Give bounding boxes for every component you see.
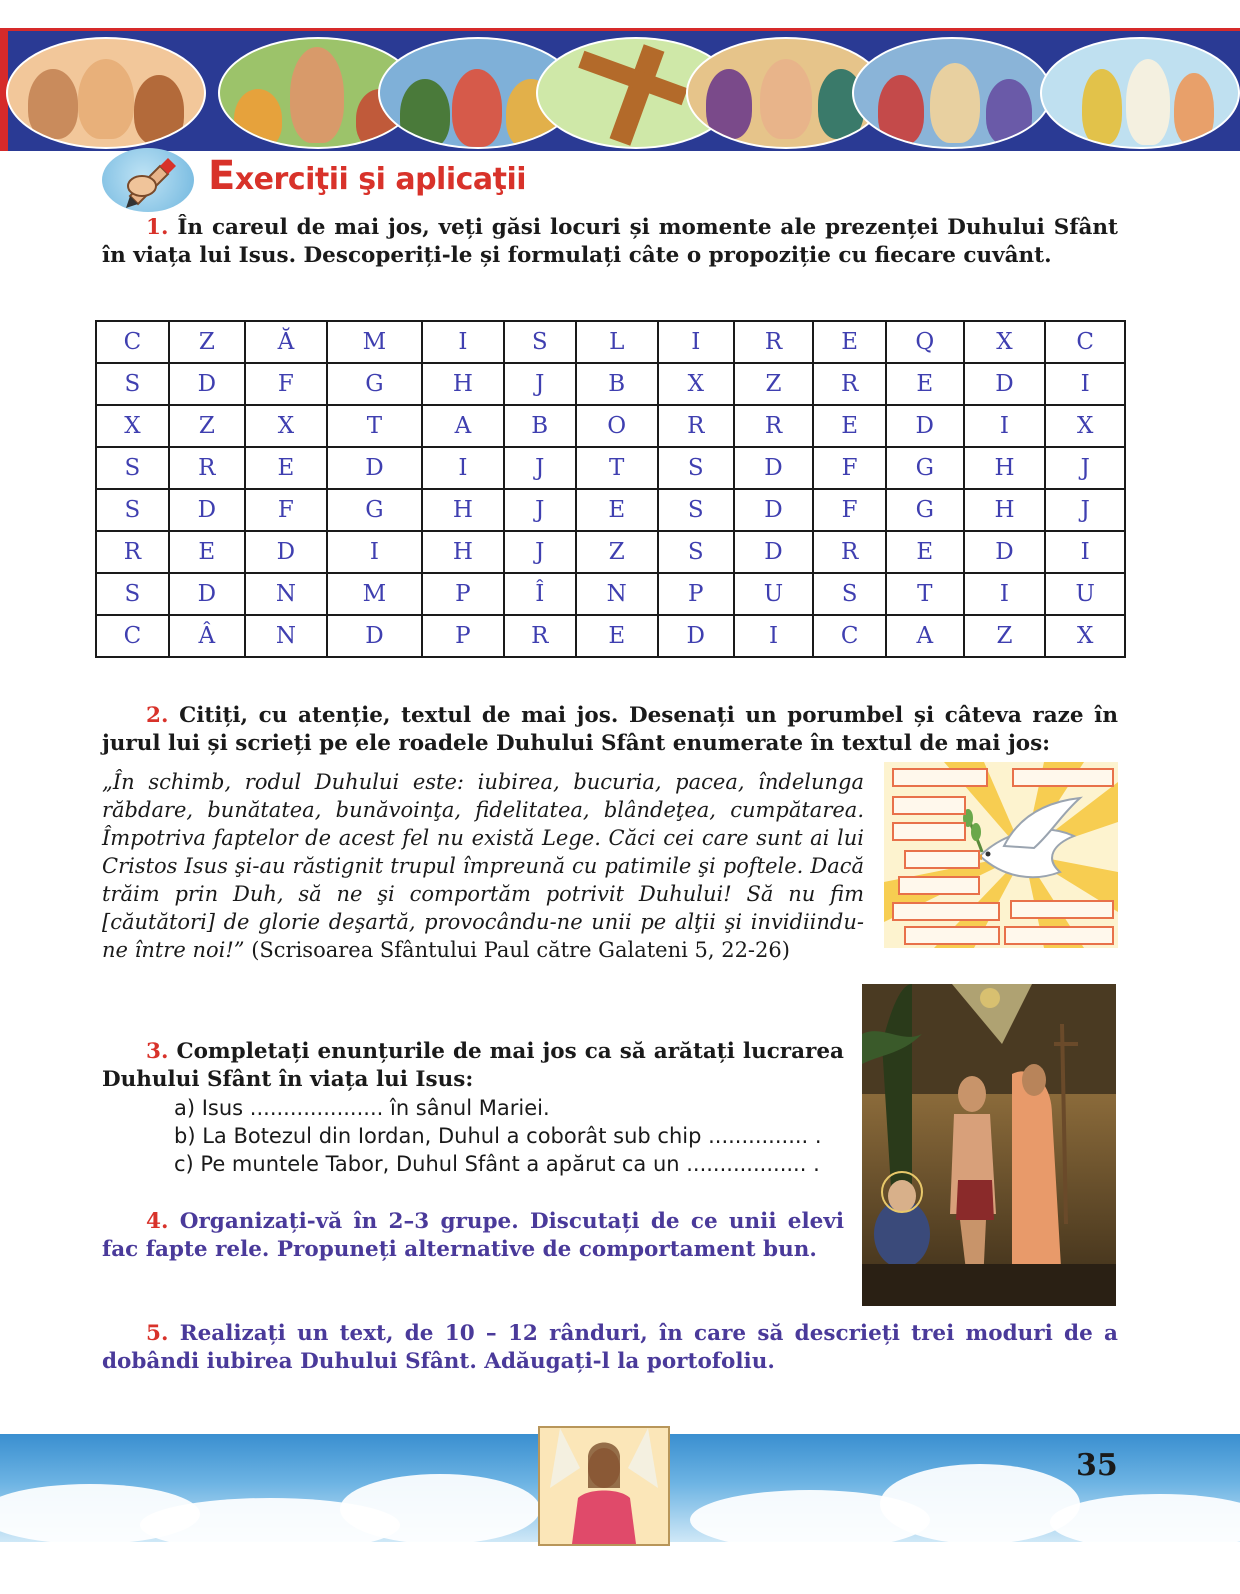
grid-cell: D <box>327 615 422 657</box>
grid-cell: J <box>1045 447 1125 489</box>
fruit-slot <box>898 876 980 895</box>
grid-cell: F <box>813 447 886 489</box>
grid-cell: S <box>96 573 169 615</box>
grid-cell: S <box>658 489 734 531</box>
grid-row <box>96 447 1125 489</box>
grid-cell: D <box>734 489 813 531</box>
bible-quote-reference: (Scrisoarea Sfântului Paul către Galateni 5, 22-26) <box>251 938 790 962</box>
grid-cell: D <box>886 405 963 447</box>
section-title-rest: xerciţii şi aplicaţii <box>234 162 527 197</box>
grid-cell: F <box>813 489 886 531</box>
grid-cell: Î <box>504 573 576 615</box>
bible-quote-text: „În schimb, rodul Duhului este: iubirea, bucuria, pacea, îndelunga răbdare, bunătatea, bunăvoinţa, fidelitatea, blândeţea, cumpătarea. Împotriva faptelor de acest fel nu există Lege. Căci cei care sunt ai lui Cristos Isus şi-au răstignit trupul împreună cu patimile şi poftele. Dacă trăim prin Duh, să ne şi comportăm potrivit Duhului! Să nu fim [căutători] de glorie deşartă, provocându-ne unii pe alţii şi invidiindu-ne între noi!” <box>102 770 864 962</box>
grid-cell: E <box>886 363 963 405</box>
grid-cell: Â <box>169 615 245 657</box>
grid-cell: Z <box>169 321 245 363</box>
grid-cell: S <box>813 573 886 615</box>
grid-cell: E <box>245 447 327 489</box>
grid-cell: P <box>658 573 734 615</box>
page-number: 35 <box>1076 1448 1118 1483</box>
grid-cell: T <box>327 405 422 447</box>
grid-cell: X <box>1045 405 1125 447</box>
fruit-slot <box>1012 768 1114 787</box>
grid-cell: I <box>964 405 1046 447</box>
grid-cell: D <box>169 489 245 531</box>
grid-cell: X <box>1045 615 1125 657</box>
grid-cell: Z <box>964 615 1046 657</box>
pencil-hand-icon <box>102 148 194 212</box>
grid-cell: H <box>964 447 1046 489</box>
grid-cell: R <box>658 405 734 447</box>
completion-list <box>174 1094 822 1178</box>
exercise-1-text: În careul de mai jos, veți găsi locuri și momente ale prezenței Duhului Sfânt în viața lui Isus. Descoperiți-le și formulați câte o propoziție cu fiecare cuvânt. <box>102 215 1118 268</box>
grid-cell: I <box>1045 363 1125 405</box>
grid-row <box>96 321 1125 363</box>
grid-cell: Z <box>734 363 813 405</box>
grid-cell: R <box>813 531 886 573</box>
grid-cell: A <box>886 615 963 657</box>
grid-cell: E <box>813 321 886 363</box>
grid-row <box>96 363 1125 405</box>
grid-row <box>96 489 1125 531</box>
grid-cell: Z <box>576 531 658 573</box>
grid-cell: D <box>734 531 813 573</box>
grid-cell: I <box>658 321 734 363</box>
grid-cell: S <box>96 363 169 405</box>
grid-cell: C <box>96 321 169 363</box>
grid-cell: X <box>964 321 1046 363</box>
exercise-2-number: 2. <box>146 703 169 728</box>
grid-cell: N <box>576 573 658 615</box>
exercise-1-number: 1. <box>146 215 169 240</box>
exercise-1 <box>102 214 1118 270</box>
grid-cell: X <box>658 363 734 405</box>
grid-cell: P <box>422 573 504 615</box>
grid-cell: R <box>734 405 813 447</box>
exercise-3-text: Completați enunțurile de mai jos ca să arătați lucrarea Duhului Sfânt în viața lui Isus: <box>102 1039 844 1092</box>
grid-cell: N <box>245 573 327 615</box>
grid-cell: U <box>734 573 813 615</box>
grid-cell: M <box>327 573 422 615</box>
dove-rays-illustration <box>884 762 1118 948</box>
grid-cell: H <box>422 489 504 531</box>
completion-item: c) Pe muntele Tabor, Duhul Sfânt a apărut ca un .................. . <box>174 1152 820 1176</box>
grid-cell: G <box>327 489 422 531</box>
grid-cell: S <box>504 321 576 363</box>
grid-cell: P <box>422 615 504 657</box>
grid-cell: N <box>245 615 327 657</box>
exercise-5-number: 5. <box>146 1321 169 1346</box>
banner-illustration-road <box>1040 37 1240 149</box>
grid-cell: G <box>886 447 963 489</box>
grid-cell: C <box>813 615 886 657</box>
grid-cell: D <box>169 573 245 615</box>
fruit-slot <box>1010 900 1114 919</box>
baptism-painting <box>862 984 1116 1306</box>
word-search-grid <box>95 320 1126 658</box>
grid-cell: F <box>245 363 327 405</box>
grid-cell: O <box>576 405 658 447</box>
exercise-4 <box>102 1208 844 1264</box>
grid-cell: I <box>327 531 422 573</box>
grid-cell: D <box>964 363 1046 405</box>
exercise-5 <box>102 1320 1118 1376</box>
grid-cell: D <box>327 447 422 489</box>
grid-cell: B <box>504 405 576 447</box>
grid-cell: X <box>96 405 169 447</box>
grid-cell: R <box>813 363 886 405</box>
grid-cell: H <box>964 489 1046 531</box>
grid-cell: E <box>886 531 963 573</box>
grid-cell: Ă <box>245 321 327 363</box>
grid-cell: F <box>245 489 327 531</box>
section-title <box>208 153 526 199</box>
grid-cell: I <box>964 573 1046 615</box>
grid-cell: H <box>422 363 504 405</box>
grid-cell: J <box>504 531 576 573</box>
fruit-slot <box>892 768 988 787</box>
bible-quote <box>102 768 864 964</box>
grid-cell: D <box>734 447 813 489</box>
grid-row <box>96 405 1125 447</box>
exercise-5-text: Realizați un text, de 10 – 12 rânduri, în care să descrieți trei moduri de a dobândi iubirea Duhului Sfânt. Adăugați-l la portofoliu. <box>102 1321 1118 1374</box>
fruit-slot <box>892 902 1000 921</box>
grid-cell: T <box>886 573 963 615</box>
grid-cell: S <box>96 447 169 489</box>
exercise-3-number: 3. <box>146 1039 169 1064</box>
exercise-2-text: Citiți, cu atenție, textul de mai jos. Desenați un porumbel și câteva raze în jurul lui și scrieți pe ele roadele Duhului Sfânt enumerate în textul de mai jos: <box>102 703 1118 756</box>
banner-illustration-temple <box>852 37 1052 149</box>
grid-cell: Z <box>169 405 245 447</box>
grid-cell: J <box>504 447 576 489</box>
grid-cell: R <box>96 531 169 573</box>
grid-row <box>96 573 1125 615</box>
grid-cell: C <box>1045 321 1125 363</box>
grid-cell: D <box>169 363 245 405</box>
grid-cell: J <box>504 363 576 405</box>
grid-row <box>96 615 1125 657</box>
grid-cell: L <box>576 321 658 363</box>
banner-illustration-children <box>6 37 206 149</box>
grid-cell: G <box>886 489 963 531</box>
grid-cell: R <box>169 447 245 489</box>
grid-cell: D <box>964 531 1046 573</box>
exercise-3 <box>102 1038 844 1094</box>
grid-cell: J <box>1045 489 1125 531</box>
grid-cell: B <box>576 363 658 405</box>
top-banner <box>0 28 1240 151</box>
completion-item: b) La Botezul din Iordan, Duhul a coborât sub chip ............... . <box>174 1124 822 1148</box>
grid-cell: I <box>422 321 504 363</box>
exercise-4-text: Organizați-vă în 2–3 grupe. Discutați de ce unii elevi fac fapte rele. Propuneți alternative de comportament bun. <box>102 1209 844 1262</box>
grid-cell: E <box>576 489 658 531</box>
grid-cell: M <box>327 321 422 363</box>
grid-cell: G <box>327 363 422 405</box>
exercise-4-number: 4. <box>146 1209 169 1234</box>
grid-cell: E <box>576 615 658 657</box>
fruit-slot <box>892 822 966 841</box>
grid-cell: R <box>734 321 813 363</box>
section-title-initial: E <box>208 153 235 199</box>
grid-cell: J <box>504 489 576 531</box>
exercise-2 <box>102 702 1118 758</box>
grid-cell: A <box>422 405 504 447</box>
grid-cell: D <box>658 615 734 657</box>
grid-cell: D <box>245 531 327 573</box>
footer-illustration-jesus <box>538 1426 670 1546</box>
grid-cell: I <box>734 615 813 657</box>
completion-item: a) Isus .................... în sânul Mariei. <box>174 1096 550 1120</box>
grid-cell: I <box>422 447 504 489</box>
grid-cell: C <box>96 615 169 657</box>
grid-cell: X <box>245 405 327 447</box>
grid-cell: S <box>96 489 169 531</box>
fruit-slot <box>904 850 980 869</box>
grid-cell: E <box>169 531 245 573</box>
fruit-slot <box>1004 926 1114 945</box>
grid-cell: E <box>813 405 886 447</box>
grid-cell: H <box>422 531 504 573</box>
grid-cell: U <box>1045 573 1125 615</box>
grid-cell: S <box>658 447 734 489</box>
grid-row <box>96 531 1125 573</box>
grid-cell: S <box>658 531 734 573</box>
fruit-slot <box>892 796 966 815</box>
grid-cell: R <box>504 615 576 657</box>
grid-cell: Q <box>886 321 963 363</box>
fruit-slot <box>904 926 1000 945</box>
grid-cell: I <box>1045 531 1125 573</box>
grid-cell: T <box>576 447 658 489</box>
